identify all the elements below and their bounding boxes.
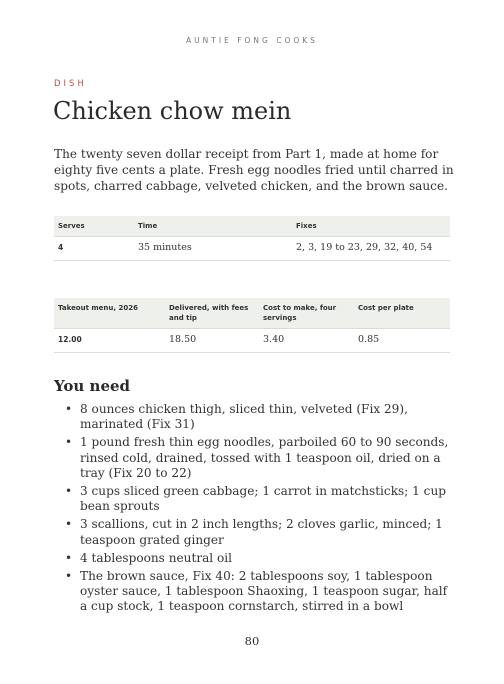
bullet-icon: •: [65, 402, 73, 416]
table-cell: 18.50: [165, 329, 259, 353]
table-header-cell: Fixes: [292, 216, 450, 237]
intro-paragraph: The twenty seven dollar receipt from Part 1, made at home for eighty five cents a plate. Fresh egg noodles fried until charred in spots, charred cabbage, velveted chicken, and the brown sauce.: [54, 147, 454, 193]
bullet-icon: •: [65, 569, 73, 584]
list-item: [54, 569, 450, 615]
ingredient-text: 8 ounces chicken thigh, sliced thin, velveted (Fix 29), marinated (Fix 31): [80, 402, 408, 432]
ingredient-text: 3 cups sliced green cabbage; 1 carrot in matchsticks; 1 cup bean sprouts: [80, 484, 446, 514]
ingredient-text: 3 scallions, cut in 2 inch lengths; 2 cloves garlic, minced; 1 teaspoon grated ginger: [80, 517, 443, 547]
page-number: 80: [244, 634, 260, 648]
page-title: Chicken chow mein: [53, 97, 292, 125]
list-item: [54, 484, 450, 514]
list-item: [54, 402, 450, 432]
bullet-icon: •: [65, 435, 73, 450]
list-item: [54, 435, 450, 481]
table-cell: 0.85: [354, 329, 450, 353]
table-header-cell: Cost to make, four servings: [259, 298, 354, 329]
table-cell: 4: [54, 237, 134, 261]
ingredient-text: 1 pound fresh thin egg noodles, parboiled 60 to 90 seconds, rinsed cold, drained, tossed with 1 teaspoon oil, dried on a tray (Fix 20 to 22): [80, 435, 449, 480]
table-header-cell: Serves: [54, 216, 134, 237]
you-need-heading: You need: [54, 377, 131, 395]
ingredient-text: The brown sauce, Fix 40: 2 tablespoons soy, 1 tablespoon oyster sauce, 1 tablespoon Shaoxing, 1 teaspoon sugar, half a cup stock, 1 teaspoon cornstarch, stirred in a bowl: [80, 569, 448, 614]
table-row: [54, 329, 450, 353]
ingredient-list: [54, 402, 450, 618]
list-item: [54, 517, 450, 547]
bullet-icon: •: [65, 484, 73, 499]
table-header-cell: Time: [134, 216, 292, 237]
table-row: [54, 237, 450, 261]
ingredient-text: 4 tablespoons neutral oil: [80, 550, 233, 565]
bullet-icon: •: [65, 550, 73, 565]
table-header-row: [54, 216, 450, 237]
section-tag: DISH: [54, 79, 87, 89]
table-header-cell: Takeout menu, 2026: [54, 298, 165, 329]
list-item: [54, 551, 450, 566]
table-cell: 35 minutes: [134, 237, 292, 261]
table-cell: 2, 3, 19 to 23, 29, 32, 40, 54: [292, 237, 450, 261]
table-header-cell: Delivered, with fees and tip: [165, 298, 259, 329]
bullet-icon: •: [65, 517, 73, 532]
table-header-cell: Cost per plate: [354, 298, 450, 329]
cost-comparison-table: [54, 298, 450, 353]
table-cell: 12.00: [54, 329, 165, 353]
recipe-meta-table: [54, 216, 450, 261]
table-header-row: [54, 298, 450, 329]
running-head: AUNTIE FONG COOKS: [186, 36, 318, 45]
table-cell: 3.40: [259, 329, 354, 353]
